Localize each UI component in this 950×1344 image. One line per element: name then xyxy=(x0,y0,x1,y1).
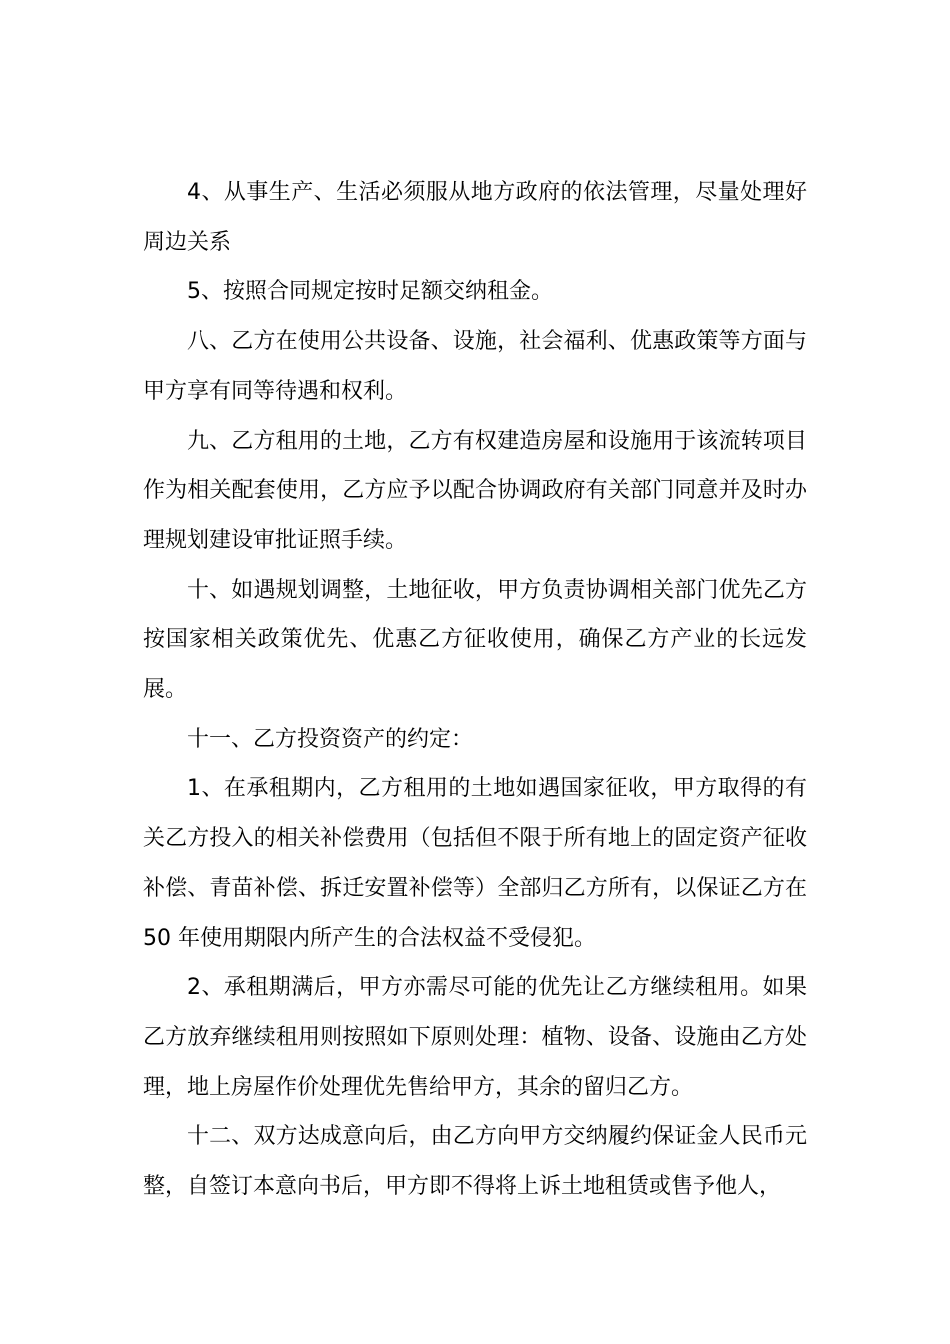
clause-9-paragraph: 九、乙方租用的土地，乙方有权建造房屋和设施用于该流转项目作为相关配套使用，乙方应予以配合协调政府有关部门同意并及时办理规划建设审批证照手续。 xyxy=(143,428,807,553)
clause-4-paragraph: 4、从事生产、生活必须服从地方政府的依法管理，尽量处理好周边关系 xyxy=(143,180,807,255)
document-body xyxy=(143,168,807,1212)
clause-10-paragraph: 十、如遇规划调整，土地征收，甲方负责协调相关部门优先乙方按国家相关政策优先、优惠乙方征收使用，确保乙方产业的长远发展。 xyxy=(143,577,807,703)
clause-12-paragraph: 十二、双方达成意向后，由乙方向甲方交纳履约保证金人民币元整，自签订本意向书后，甲方即不得将上诉土地租赁或售予他人， xyxy=(143,1124,807,1200)
clause-8-paragraph: 八、乙方在使用公共设备、设施，社会福利、优惠政策等方面与甲方享有同等待遇和权利。 xyxy=(143,329,807,404)
clause-11-heading: 十一、乙方投资资产的约定： xyxy=(187,726,474,752)
clause-11-item-1: 1、在承租期内，乙方租用的土地如遇国家征收，甲方取得的有关乙方投入的相关补偿费用（包括但不限于所有地上的固定资产征收补偿、青苗补偿、拆迁安置补偿等）全部归乙方所有，以保证乙方在 50 年使用期限内所产生的合法权益不受侵犯。 xyxy=(143,776,807,951)
clause-11-item-2: 2、承租期满后，甲方亦需尽可能的优先让乙方继续租用。如果乙方放弃继续租用则按照如下原则处理：植物、设备、设施由乙方处理，地上房屋作价处理优先售给甲方，其余的留归乙方。 xyxy=(143,975,807,1100)
clause-5-paragraph: 5、按照合同规定按时足额交纳租金。 xyxy=(187,279,553,305)
